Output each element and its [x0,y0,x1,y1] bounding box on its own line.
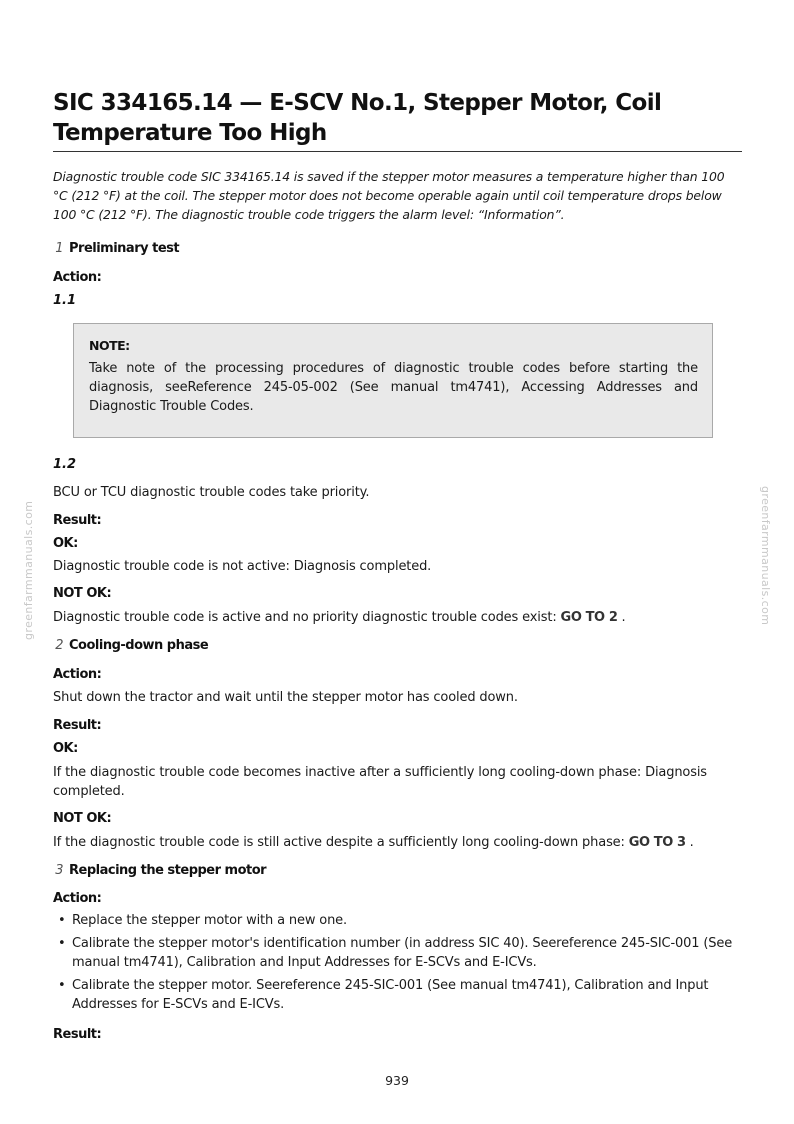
step-1-not-ok-text: Diagnostic trouble code is active and no priority diagnostic trouble codes exist: [53,610,557,625]
step-3-heading [53,863,266,878]
step-1-number: 1 [55,241,63,256]
step-1-result-label: Result: [53,513,102,528]
step-2-not-ok-line: If the diagnostic trouble code is still active despite a sufficiently long cooling-down phase: GO TO 3 . [53,835,694,850]
step-2-heading [53,638,208,653]
title-divider [53,151,742,152]
step-1-heading [53,241,179,256]
step-2-action-label: Action: [53,667,102,682]
step-1-title: Preliminary test [69,241,180,256]
step-3-number: 3 [55,863,63,878]
page-number: 939 [385,1073,409,1088]
substep-1-2: 1.2 [53,457,77,472]
list-item: • Calibrate the stepper motor. Seereference 245-SIC-001 (See manual tm4741), Calibration and Input Addresses for E-SCVs and E-ICVs. [58,978,709,1012]
step-1-ok-label: OK: [53,536,78,551]
goto-step-3-link[interactable]: GO TO 3 [628,835,686,850]
bullet-icon: • [58,978,66,993]
step-3-action-label: Action: [53,891,102,906]
note-body: Take note of the processing procedures of diagnostic trouble codes before starting the diagnosis, seeReference 245-05-002 (See manual tm4741), Accessing Addresses and Diagnostic Trouble Codes. [89,361,698,414]
bullet-icon: • [58,913,66,928]
step-2-not-ok-text: If the diagnostic trouble code is still active despite a sufficiently long cooling-down phase: [53,835,625,850]
step-3-action-list [53,911,742,1018]
step-2-result-label: Result: [53,718,102,733]
step-1-ok-text: Diagnostic trouble code is not active: Diagnosis completed. [53,559,432,574]
step-2-number: 2 [55,638,63,653]
list-item: • Replace the stepper motor with a new one. [58,913,348,928]
page-title: SIC 334165.14 — E-SCV No.1, Stepper Motor, Coil Temperature Too High [53,90,662,146]
step-3-result-label: Result: [53,1027,102,1042]
watermark-left: greenfarmmanuals.com [22,500,35,640]
step-1-not-ok-label: NOT OK: [53,586,112,601]
watermark-right: greenfarmmanuals.com [759,486,772,626]
step-1-not-ok-line: Diagnostic trouble code is active and no priority diagnostic trouble codes exist: GO TO 2 . [53,610,626,625]
step-1-action-label: Action: [53,270,102,285]
step-2-ok-label: OK: [53,741,78,756]
intro-paragraph: Diagnostic trouble code SIC 334165.14 is saved if the stepper motor measures a temperature higher than 100 °C (212 °F) at the coil. The stepper motor does not become operable again until coil temperature drops below 100 °C (212 °F). The diagnostic trouble code triggers the alarm level: “Information”. [53,169,725,222]
step-2-action-text: Shut down the tractor and wait until the stepper motor has cooled down. [53,690,518,705]
step-2-not-ok-label: NOT OK: [53,811,112,826]
bullet-icon: • [58,936,66,951]
note-title: NOTE: [89,338,130,353]
note-box [73,323,713,438]
list-item: • Calibrate the stepper motor's identification number (in address SIC 40). Seereference 245-SIC-001 (See manual tm4741), Calibration and Input Addresses for E-SCVs and E-ICVs. [58,936,733,970]
step-1-action-text: BCU or TCU diagnostic trouble codes take priority. [53,485,370,500]
substep-1-1: 1.1 [53,293,77,308]
step-2-title: Cooling-down phase [69,638,209,653]
step-3-title: Replacing the stepper motor [69,863,267,878]
step-2-ok-text: If the diagnostic trouble code becomes inactive after a sufficiently long cooling-down phase: Diagnosis completed. [53,765,707,799]
goto-step-2-link[interactable]: GO TO 2 [560,610,618,625]
